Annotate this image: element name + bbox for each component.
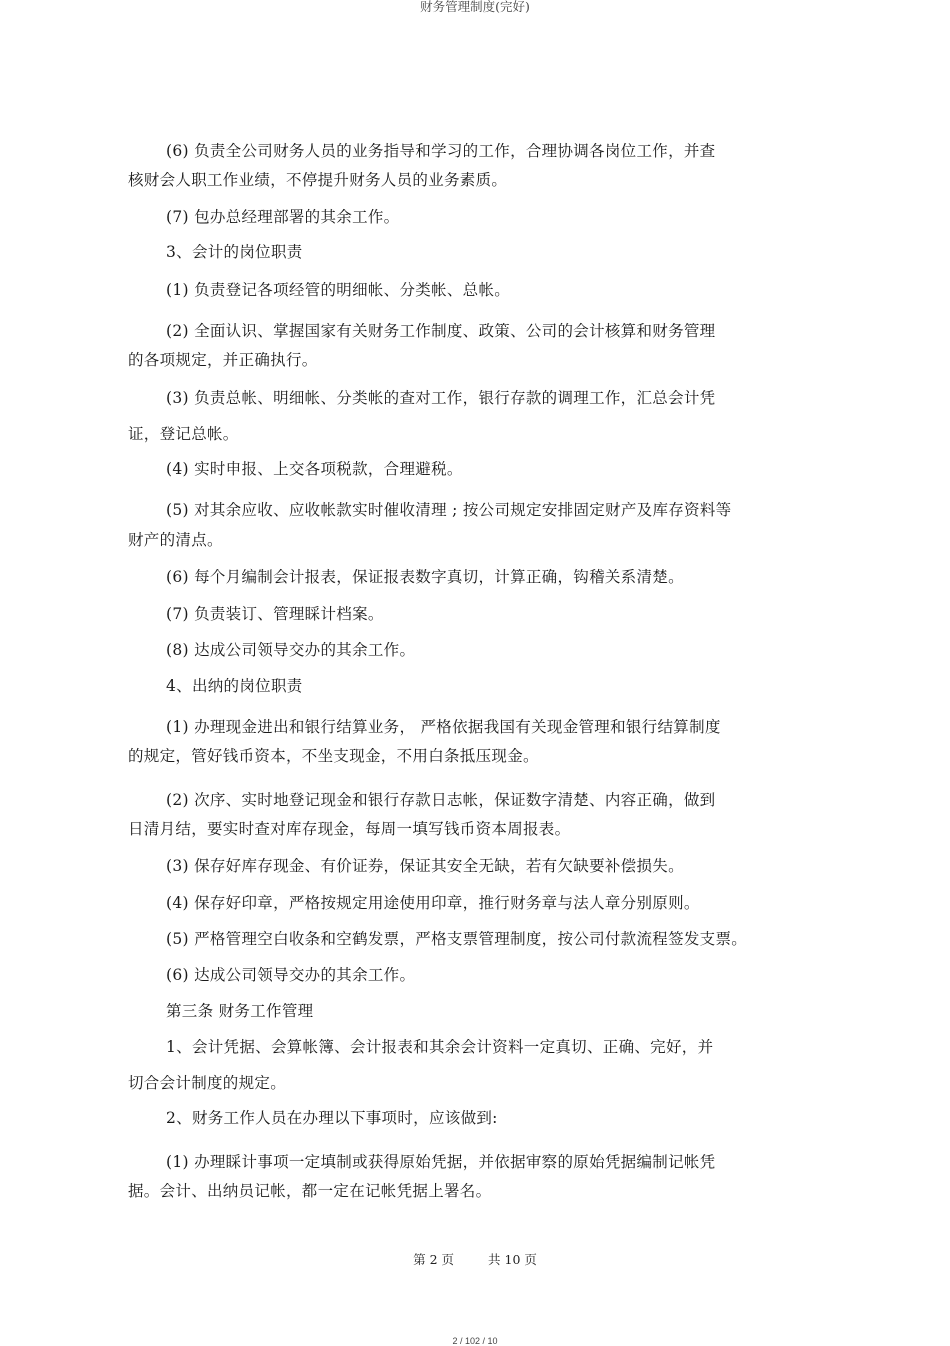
text-line: (3) 保存好库存现金、有价证券，保证其安全无缺，若有欠缺要补偿损失。 bbox=[166, 857, 684, 875]
text-line: 的各项规定，并正确执行。 bbox=[128, 351, 318, 369]
text-line: (4) 保存好印章，严格按规定用途使用印章，推行财务章与法人章分别原则。 bbox=[166, 894, 700, 912]
page-total: 共 10 页 bbox=[488, 1252, 537, 1267]
text-line: (2) 全面认识、掌握国家有关财务工作制度、政策、公司的会计核算和财务管理 bbox=[166, 322, 716, 340]
text-line: 证，登记总帐。 bbox=[128, 425, 239, 443]
text-line: (6) 负责全公司财务人员的业务指导和学习的工作，合理协调各岗位工作，并查 bbox=[166, 142, 716, 160]
text-line: 财产的清点。 bbox=[128, 531, 223, 549]
text-line: (1) 办理现金进出和银行结算业务， 严格依据我国有关现金管理和银行结算制度 bbox=[166, 718, 721, 736]
text-line: (1) 负责登记各项经管的明细帐、分类帐、总帐。 bbox=[166, 281, 511, 299]
text-line: 切合会计制度的规定。 bbox=[128, 1074, 287, 1092]
text-line: (5) 对其余应收、应收帐款实时催收清理 ; 按公司规定安排固定财产及库存资料等 bbox=[166, 501, 732, 519]
text-line: 2、财务工作人员在办理以下事项时，应该做到: bbox=[166, 1109, 498, 1127]
text-line: (2) 次序、实时地登记现金和银行存款日志帐，保证数字清楚、内容正确，做到 bbox=[166, 791, 716, 809]
text-line: 据。会计、出纳员记帐，都一定在记帐凭据上署名。 bbox=[128, 1182, 492, 1200]
page-number: 第 2 页 bbox=[413, 1252, 455, 1267]
page-footer bbox=[0, 1250, 950, 1268]
page-header bbox=[0, 0, 950, 14]
text-line: (6) 达成公司领导交办的其余工作。 bbox=[166, 966, 416, 984]
section-heading: 4、出纳的岗位职责 bbox=[166, 677, 303, 695]
text-line: (7) 包办总经理部署的其余工作。 bbox=[166, 208, 400, 226]
text-line: (5) 严格管理空白收条和空鹤发票，严格支票管理制度，按公司付款流程签发支票。 bbox=[166, 930, 748, 948]
section-heading: 3、会计的岗位职责 bbox=[166, 243, 303, 261]
text-line: 1、会计凭据、会算帐簿、会计报表和其余会计资料一定真切、正确、完好，并 bbox=[166, 1038, 714, 1056]
text-line: (3) 负责总帐、明细帐、分类帐的查对工作，银行存款的调理工作，汇总会计凭 bbox=[166, 389, 716, 407]
text-line: 的规定，管好钱币资本，不坐支现金，不用白条抵压现金。 bbox=[128, 747, 539, 765]
page-counter: 2 / 102 / 10 bbox=[452, 1336, 498, 1346]
text-line: (1) 办理睬计事项一定填制或获得原始凭据，并依据审察的原始凭据编制记帐凭 bbox=[166, 1153, 716, 1171]
article-heading: 第三条 财务工作管理 bbox=[166, 1002, 314, 1020]
text-line: 核财会人职工作业绩，不停提升财务人员的业务素质。 bbox=[128, 171, 508, 189]
text-line: (7) 负责装订、管理睬计档案。 bbox=[166, 605, 384, 623]
text-line: (4) 实时申报、上交各项税款，合理避税。 bbox=[166, 460, 463, 478]
text-line: (8) 达成公司领导交办的其余工作。 bbox=[166, 641, 416, 659]
text-line: (6) 每个月编制会计报表，保证报表数字真切，计算正确，钩稽关系清楚。 bbox=[166, 568, 684, 586]
header-title: 财务管理制度(完好) bbox=[420, 0, 530, 14]
text-line: 日清月结，要实时查对库存现金，每周一填写钱币资本周报表。 bbox=[128, 820, 571, 838]
